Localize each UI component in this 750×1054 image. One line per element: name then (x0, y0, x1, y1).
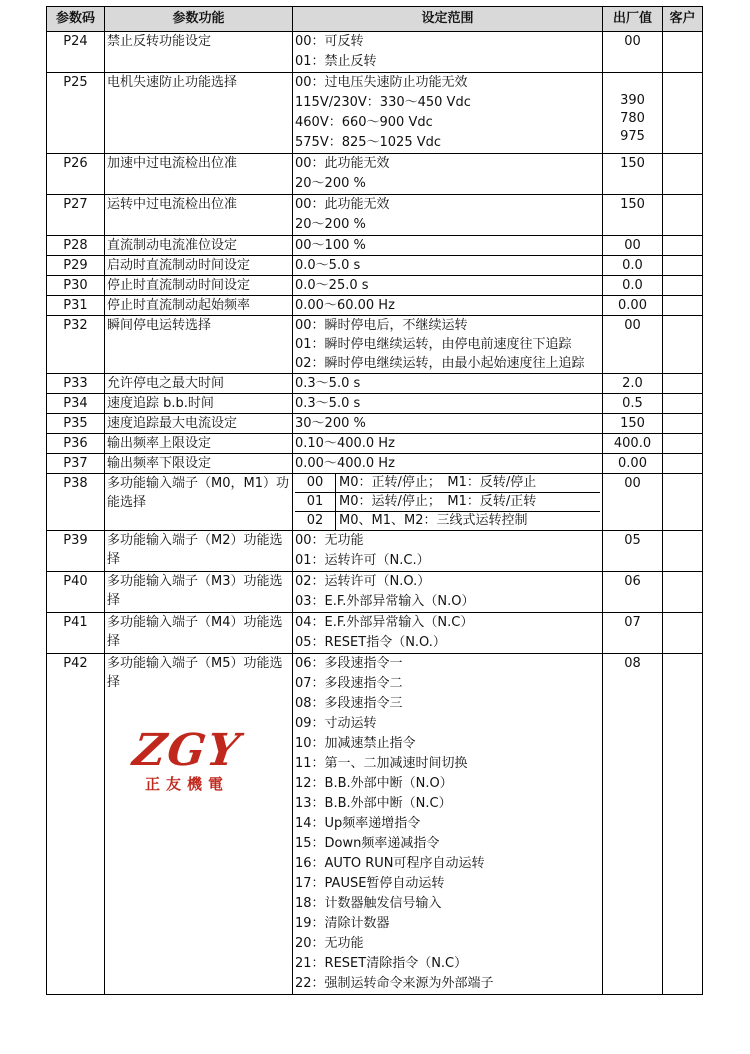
sub-option-key: 01 (295, 493, 336, 512)
param-range (293, 654, 603, 995)
param-range: 0.0～5.0 s (293, 256, 603, 276)
header-code: 参数码 (47, 7, 105, 32)
range-line: 00：可反转 (295, 34, 364, 49)
range-line: 08：多段速指令三 (295, 696, 403, 711)
param-range: 0.3～5.0 s (293, 374, 603, 394)
table-row (47, 414, 703, 434)
param-range: 0.00～400.0 Hz (293, 454, 603, 474)
range-line: 115V/230V：330～450 Vdc (295, 95, 471, 110)
range-line: 21：RESET清除指令（N.C） (295, 956, 468, 971)
param-function: 加速中过电流检出位准 (105, 154, 293, 195)
param-code: P35 (47, 414, 105, 434)
param-function: 瞬间停电运转选择 (105, 316, 293, 374)
sub-option-table (295, 474, 600, 530)
param-function: 多功能输入端子（M2）功能选择 (105, 531, 293, 572)
range-line: 20：无功能 (295, 936, 364, 951)
sub-option-value: M0：运转/停止； M1：反转/正转 (336, 493, 601, 512)
table-row (47, 276, 703, 296)
param-function: 运转中过电流检出位准 (105, 195, 293, 236)
param-default: 06 (603, 572, 663, 613)
param-range: 0.00～60.00 Hz (293, 296, 603, 316)
param-customer (663, 236, 703, 256)
param-code: P28 (47, 236, 105, 256)
param-default: 0.00 (603, 296, 663, 316)
param-customer (663, 296, 703, 316)
param-function: 电机失速防止功能选择 (105, 73, 293, 154)
param-code: P30 (47, 276, 105, 296)
param-default: 00 (603, 316, 663, 374)
param-function: 直流制动电流准位设定 (105, 236, 293, 256)
param-function: 停止时直流制动起始频率 (105, 296, 293, 316)
table-row (47, 73, 703, 154)
param-code: P42 (47, 654, 105, 995)
param-range (293, 572, 603, 613)
sub-option-row (295, 512, 600, 531)
range-line: 09：寸动运转 (295, 716, 377, 731)
table-row (47, 394, 703, 414)
param-default: 0.00 (603, 454, 663, 474)
table-row (47, 195, 703, 236)
option-key: 02： (295, 356, 325, 371)
param-range (293, 73, 603, 154)
param-code: P31 (47, 296, 105, 316)
param-range: 0.10～400.0 Hz (293, 434, 603, 454)
range-line: 00：此功能无效 (295, 197, 390, 212)
param-function-text: 多功能输入端子（M5）功能选择 (107, 656, 283, 690)
param-default: 0.0 (603, 256, 663, 276)
sub-option-row (295, 493, 600, 512)
option-value: 瞬时停电继续运转，由最小起始速度往上追踪 (324, 356, 585, 371)
sub-option-value: M0：正转/停止； M1：反转/停止 (336, 474, 601, 493)
param-default: 00 (603, 32, 663, 73)
range-line: 18：计数器触发信号输入 (295, 896, 442, 911)
param-code: P25 (47, 73, 105, 154)
table-row (47, 572, 703, 613)
range-line: 04：E.F.外部异常输入（N.C） (295, 615, 474, 630)
sub-option-row (295, 474, 600, 493)
logo-text: 正友機電 (144, 775, 229, 793)
range-option (295, 316, 600, 335)
param-default: 400.0 (603, 434, 663, 454)
default-line: 975 (620, 129, 645, 144)
param-customer (663, 613, 703, 654)
range-line: 13：B.B.外部中断（N.C） (295, 796, 452, 811)
param-customer (663, 32, 703, 73)
option-key: 01： (295, 337, 325, 352)
param-default: 150 (603, 195, 663, 236)
range-line: 14：Up频率递增指令 (295, 816, 421, 831)
param-function: 速度追踪 b.b.时间 (105, 394, 293, 414)
header-function: 参数功能 (105, 7, 293, 32)
company-logo (127, 725, 247, 794)
param-code: P32 (47, 316, 105, 374)
range-line: 00：此功能无效 (295, 156, 390, 171)
param-function: 多功能输入端子（M0，M1）功能选择 (105, 474, 293, 531)
param-customer (663, 531, 703, 572)
table-row (47, 654, 703, 995)
param-default: 150 (603, 154, 663, 195)
table-row (47, 613, 703, 654)
param-default: 0.5 (603, 394, 663, 414)
param-customer (663, 154, 703, 195)
range-line: 17：PAUSE暂停自动运转 (295, 876, 445, 891)
param-function: 输出频率下限设定 (105, 454, 293, 474)
param-code: P27 (47, 195, 105, 236)
param-code: P26 (47, 154, 105, 195)
range-option (295, 354, 600, 373)
table-row (47, 256, 703, 276)
range-line: 460V：660～900 Vdc (295, 115, 433, 130)
range-line: 12：B.B.外部中断（N.O） (295, 776, 453, 791)
logo-mark: ZGY (129, 725, 245, 776)
range-line: 07：多段速指令二 (295, 676, 403, 691)
table-row (47, 296, 703, 316)
param-customer (663, 276, 703, 296)
range-line: 575V：825～1025 Vdc (295, 135, 442, 150)
param-range (293, 316, 603, 374)
param-code: P41 (47, 613, 105, 654)
range-line: 11：第一、二加减速时间切换 (295, 756, 468, 771)
parameter-table (46, 6, 703, 995)
param-function: 多功能输入端子（M4）功能选择 (105, 613, 293, 654)
param-code: P38 (47, 474, 105, 531)
range-line: 06：多段速指令一 (295, 656, 403, 671)
range-line: 00：过电压失速防止功能无效 (295, 75, 468, 90)
param-default (603, 73, 663, 154)
param-default: 2.0 (603, 374, 663, 394)
header-customer: 客户 (663, 7, 703, 32)
param-default: 07 (603, 613, 663, 654)
param-customer (663, 474, 703, 531)
option-key: 00： (295, 318, 325, 333)
range-line: 15：Down频率递减指令 (295, 836, 440, 851)
param-range: 30～200 % (293, 414, 603, 434)
param-default: 00 (603, 474, 663, 531)
header-default: 出厂值 (603, 7, 663, 32)
range-line: 01：运转许可（N.C.） (295, 553, 430, 568)
range-option (295, 335, 600, 354)
param-customer (663, 454, 703, 474)
param-default: 150 (603, 414, 663, 434)
range-line: 20～200 % (295, 176, 366, 191)
param-function: 速度追踪最大电流设定 (105, 414, 293, 434)
range-line: 03：E.F.外部异常输入（N.O） (295, 594, 475, 609)
param-code: P33 (47, 374, 105, 394)
param-code: P34 (47, 394, 105, 414)
param-code: P39 (47, 531, 105, 572)
param-range (293, 613, 603, 654)
range-line: 00：无功能 (295, 533, 364, 548)
param-range (293, 195, 603, 236)
param-customer (663, 654, 703, 995)
range-line: 01：禁止反转 (295, 54, 377, 69)
range-line: 10：加减速禁止指令 (295, 736, 416, 751)
param-customer (663, 374, 703, 394)
param-range (293, 474, 603, 531)
default-line: 780 (620, 111, 645, 126)
param-default: 08 (603, 654, 663, 995)
param-customer (663, 195, 703, 236)
param-code: P24 (47, 32, 105, 73)
sub-option-value: M0、M1、M2：三线式运转控制 (336, 512, 601, 531)
param-range: 0.3～5.0 s (293, 394, 603, 414)
param-function: 多功能输入端子（M3）功能选择 (105, 572, 293, 613)
param-range: 00～100 % (293, 236, 603, 256)
range-line: 20～200 % (295, 217, 366, 232)
range-line: 05：RESET指令（N.O.） (295, 635, 446, 650)
param-default: 05 (603, 531, 663, 572)
param-code: P36 (47, 434, 105, 454)
param-range (293, 32, 603, 73)
param-default: 00 (603, 236, 663, 256)
param-customer (663, 316, 703, 374)
param-function: 输出频率上限设定 (105, 434, 293, 454)
range-line: 19：清除计数器 (295, 916, 390, 931)
sub-option-key: 02 (295, 512, 336, 531)
param-range (293, 154, 603, 195)
param-customer (663, 394, 703, 414)
param-function (105, 654, 293, 995)
param-code: P40 (47, 572, 105, 613)
param-function: 启动时直流制动时间设定 (105, 256, 293, 276)
param-range: 0.0～25.0 s (293, 276, 603, 296)
option-value: 瞬时停电后，不继续运转 (324, 318, 468, 333)
param-customer (663, 572, 703, 613)
param-customer (663, 414, 703, 434)
table-row (47, 374, 703, 394)
table-row (47, 316, 703, 374)
range-line: 22：强制运转命令来源为外部端子 (295, 976, 494, 991)
param-function: 禁止反转功能设定 (105, 32, 293, 73)
param-range (293, 531, 603, 572)
header-range: 设定范围 (293, 7, 603, 32)
param-customer (663, 256, 703, 276)
table-row (47, 434, 703, 454)
param-code: P29 (47, 256, 105, 276)
range-line: 02：运转许可（N.O.） (295, 574, 431, 589)
table-row (47, 454, 703, 474)
sub-option-key: 00 (295, 474, 336, 493)
option-value: 瞬时停电继续运转，由停电前速度往下追踪 (324, 337, 572, 352)
table-row (47, 236, 703, 256)
table-row (47, 32, 703, 73)
param-code: P37 (47, 454, 105, 474)
default-line: 390 (620, 93, 645, 108)
param-default: 0.0 (603, 276, 663, 296)
table-row (47, 531, 703, 572)
param-function: 允许停电之最大时间 (105, 374, 293, 394)
param-customer (663, 434, 703, 454)
table-header-row (47, 7, 703, 32)
param-customer (663, 73, 703, 154)
range-line: 16：AUTO RUN可程序自动运转 (295, 856, 485, 871)
table-row (47, 154, 703, 195)
table-row (47, 474, 703, 531)
param-function: 停止时直流制动时间设定 (105, 276, 293, 296)
